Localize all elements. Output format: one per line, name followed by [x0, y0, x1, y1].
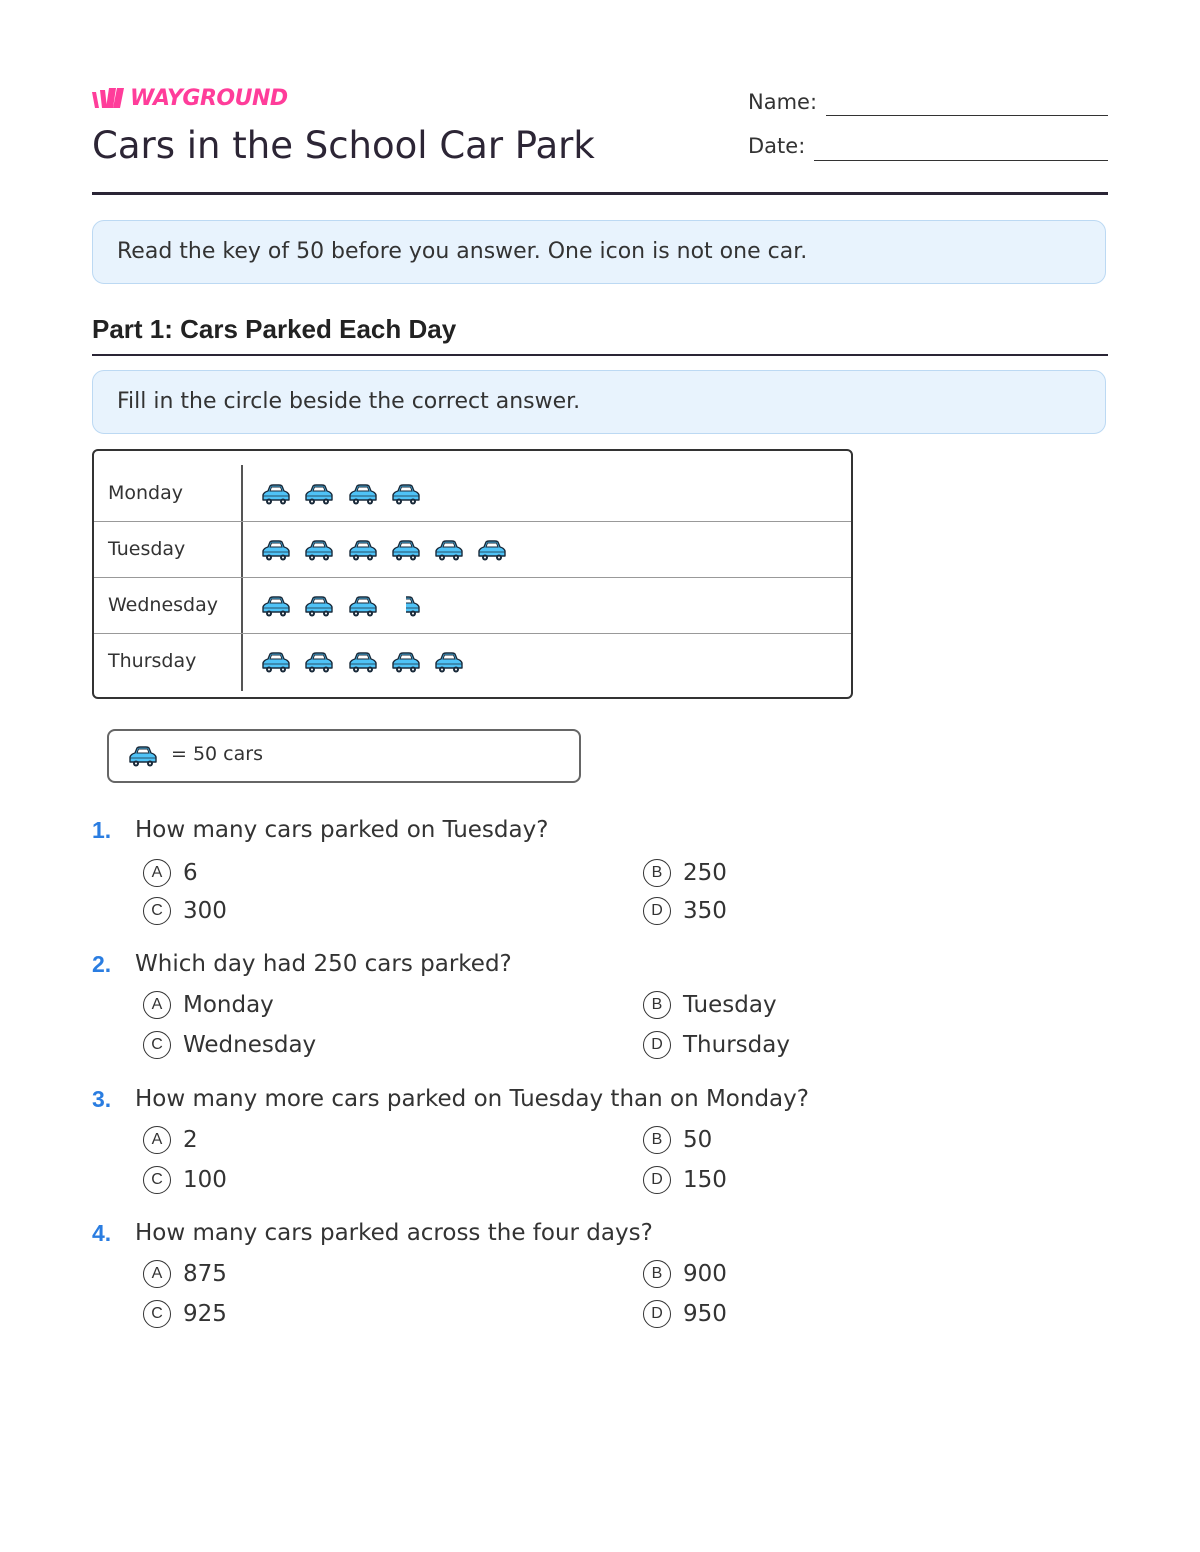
question-text: How many cars parked on Tuesday?: [135, 817, 549, 843]
answer-bubble[interactable]: B: [643, 859, 671, 887]
option-text: 50: [683, 1127, 713, 1153]
answer-bubble[interactable]: B: [643, 991, 671, 1019]
date-field[interactable]: [814, 160, 1108, 161]
car-icon: [304, 651, 334, 675]
car-icon: [477, 539, 507, 563]
option-text: Thursday: [683, 1032, 790, 1058]
row-icons: [261, 483, 434, 507]
car-icon: [261, 651, 291, 675]
option-text: 6: [183, 860, 198, 886]
question-3-option-c[interactable]: [143, 1166, 227, 1194]
date-label: Date:: [748, 134, 806, 158]
row-label: Thursday: [108, 650, 197, 672]
pictograph-row-monday: [94, 465, 851, 521]
car-icon: [128, 745, 158, 769]
question-1-option-a[interactable]: [143, 859, 198, 887]
car-icon: [261, 595, 291, 619]
instruction-note: [92, 370, 1106, 434]
car-icon: [304, 595, 334, 619]
car-icon: [261, 539, 291, 563]
answer-bubble[interactable]: B: [643, 1126, 671, 1154]
key-reminder-text: Read the key of 50 before you answer. One icon is not one car.: [117, 239, 808, 264]
car-icon: [304, 483, 334, 507]
option-text: 150: [683, 1167, 727, 1193]
pictograph-row-tuesday: [94, 521, 851, 577]
key-reminder-note: [92, 220, 1106, 284]
car-icon: [348, 595, 378, 619]
row-label: Wednesday: [108, 594, 219, 616]
brand-mark-icon: [92, 88, 124, 110]
question-1-option-c[interactable]: [143, 897, 227, 925]
question-text: How many more cars parked on Tuesday than on Monday?: [135, 1086, 809, 1112]
name-field[interactable]: [826, 115, 1108, 116]
option-text: 950: [683, 1301, 727, 1327]
key-text: = 50 cars: [171, 743, 263, 765]
option-text: 250: [683, 860, 727, 886]
car-icon: [391, 651, 421, 675]
option-text: 300: [183, 898, 227, 924]
question-2-option-c[interactable]: [143, 1031, 316, 1059]
car-icon: [391, 539, 421, 563]
option-text: Monday: [183, 992, 274, 1018]
car-icon: [434, 539, 464, 563]
question-number: 3.: [92, 1086, 112, 1112]
pictograph-row-wednesday: [94, 577, 851, 633]
pictograph-key: [107, 729, 581, 783]
question-text: How many cars parked across the four days?: [135, 1220, 653, 1246]
part-divider: [92, 354, 1108, 356]
answer-bubble[interactable]: A: [143, 1126, 171, 1154]
answer-bubble[interactable]: C: [143, 1031, 171, 1059]
option-text: Wednesday: [183, 1032, 317, 1058]
worksheet-title: Cars in the School Car Park: [92, 124, 595, 167]
pictograph: [92, 449, 853, 699]
option-text: Tuesday: [683, 992, 777, 1018]
question-3-option-b[interactable]: [643, 1126, 712, 1154]
option-text: 900: [683, 1261, 727, 1287]
question-number: 2.: [92, 951, 112, 977]
car-icon: [391, 483, 421, 507]
question-4-option-a[interactable]: [143, 1260, 227, 1288]
question-number: 1.: [92, 817, 112, 843]
option-text: 875: [183, 1261, 227, 1287]
answer-bubble[interactable]: A: [143, 859, 171, 887]
car-icon: [261, 483, 291, 507]
row-label: Monday: [108, 482, 184, 504]
answer-bubble[interactable]: D: [643, 1166, 671, 1194]
car-icon: [348, 483, 378, 507]
answer-bubble[interactable]: D: [643, 1300, 671, 1328]
option-text: 2: [183, 1127, 198, 1153]
option-text: 925: [183, 1301, 227, 1327]
question-2-option-a[interactable]: [143, 991, 274, 1019]
car-icon: [391, 595, 421, 619]
brand-logo: [92, 86, 288, 111]
row-icons: [261, 595, 434, 619]
question-3-option-d[interactable]: [643, 1166, 727, 1194]
pictograph-row-thursday: [94, 633, 851, 689]
answer-bubble[interactable]: D: [643, 1031, 671, 1059]
question-number: 4.: [92, 1220, 112, 1246]
row-label: Tuesday: [108, 538, 186, 560]
answer-bubble[interactable]: C: [143, 1300, 171, 1328]
header-divider: [92, 192, 1108, 195]
answer-bubble[interactable]: C: [143, 1166, 171, 1194]
question-4-option-b[interactable]: [643, 1260, 727, 1288]
question-4-option-d[interactable]: [643, 1300, 727, 1328]
question-2-option-d[interactable]: [643, 1031, 790, 1059]
car-icon: [348, 539, 378, 563]
question-2-option-b[interactable]: [643, 991, 777, 1019]
answer-bubble[interactable]: C: [143, 897, 171, 925]
question-3-option-a[interactable]: [143, 1126, 198, 1154]
answer-bubble[interactable]: B: [643, 1260, 671, 1288]
row-icons: [261, 651, 477, 675]
brand-name: WAYGROUND: [130, 86, 288, 111]
car-icon: [434, 651, 464, 675]
key-car-holder: [128, 745, 171, 769]
question-1-option-b[interactable]: [643, 859, 727, 887]
car-icon: [348, 651, 378, 675]
answer-bubble[interactable]: A: [143, 991, 171, 1019]
option-text: 100: [183, 1167, 227, 1193]
car-icon: [304, 539, 334, 563]
answer-bubble[interactable]: A: [143, 1260, 171, 1288]
part-title: Part 1: Cars Parked Each Day: [92, 314, 457, 344]
question-4-option-c[interactable]: [143, 1300, 227, 1328]
question-text: Which day had 250 cars parked?: [135, 951, 512, 977]
answer-bubble[interactable]: D: [643, 897, 671, 925]
option-text: 350: [683, 898, 727, 924]
question-1-option-d[interactable]: [643, 897, 727, 925]
row-icons: [261, 539, 521, 563]
instruction-text: Fill in the circle beside the correct answer.: [117, 389, 581, 414]
name-label: Name:: [748, 90, 818, 114]
